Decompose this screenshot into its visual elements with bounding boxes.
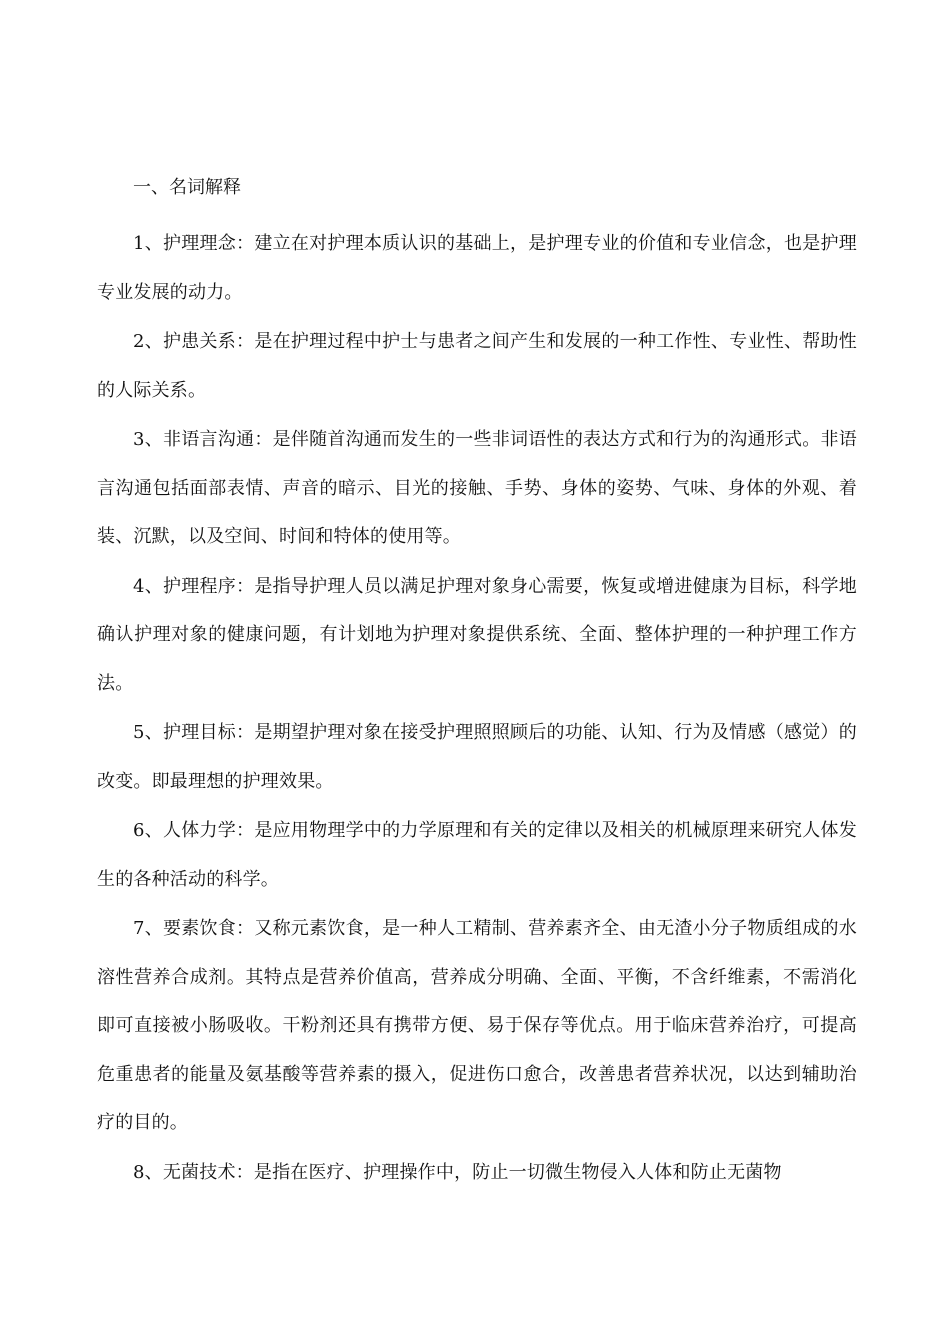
term-separator: ： [236, 233, 255, 254]
term-separator: ： [235, 1161, 254, 1183]
term-definition: 是应用物理学中的力学原理和有关的定律以及相关的机械原理来研究人体发生的各种活动的科学。 [97, 820, 857, 890]
term-paragraph-2 [97, 318, 857, 415]
term-number: 6、 [133, 820, 163, 841]
term-separator: ： [236, 331, 255, 352]
term-separator: ： [236, 575, 255, 597]
term-name: 护理理念 [162, 233, 237, 254]
term-name: 非语言沟通 [162, 429, 255, 450]
term-paragraph-7 [97, 905, 857, 1148]
term-separator: ： [236, 918, 255, 939]
term-definition: 建立在对护理本质认识的基础上，是护理专业的价值和专业信念，也是护理专业发展的动力。 [97, 233, 857, 303]
term-paragraph-4 [97, 563, 857, 709]
term-paragraph-5 [97, 709, 857, 806]
term-definition: 是期望护理对象在接受护理照照顾后的功能、认知、行为及情感（感觉）的改变。即最理想的护理效果。 [97, 722, 857, 792]
term-paragraph-1 [97, 220, 857, 317]
term-definition: 又称元素饮食，是一种人工精制、营养素齐全、由无渣小分子物质组成的水溶性营养合成剂。其特点是营养价值高，营养成分明确、全面、平衡，不含纤维素，不需消化即可直接被小肠吸收。干粉剂还具有携带方便、易于保存等优点。用于临床营养治疗，可提高危重患者的能量及氨基酸等营养素的摄入，促进伤口愈合，改善患者营养状况，以达到辅助治疗的目的。 [97, 918, 857, 1133]
term-number: 7、 [133, 918, 163, 939]
document-body [97, 172, 857, 1198]
term-paragraph-8 [97, 1149, 857, 1198]
term-number: 8、 [133, 1161, 163, 1183]
term-name: 护理目标 [162, 722, 237, 743]
term-name: 护患关系 [162, 331, 237, 352]
term-separator: ： [236, 722, 255, 743]
term-number: 1、 [133, 233, 163, 254]
term-separator: ： [254, 429, 273, 450]
term-name: 护理程序 [162, 575, 237, 597]
term-separator: ： [236, 820, 255, 841]
term-number: 4、 [133, 575, 163, 597]
term-name: 无菌技术 [162, 1161, 236, 1183]
term-paragraph-3 [97, 416, 857, 562]
term-number: 5、 [133, 722, 163, 743]
term-name: 要素饮食 [162, 918, 237, 939]
term-definition: 是伴随首沟通而发生的一些非词语性的表达方式和行为的沟通形式。非语言沟通包括面部表情、声音的暗示、目光的接触、手势、身体的姿势、气味、身体的外观、着装、沉默，以及空间、时间和特体的使用等。 [97, 429, 857, 547]
term-definition: 是指在医疗、护理操作中，防止一切微生物侵入人体和防止无菌物 [253, 1161, 782, 1183]
term-name: 人体力学 [162, 820, 237, 841]
term-definition: 是指导护理人员以满足护理对象身心需要，恢复或增进健康为目标，科学地确认护理对象的健康问题，有计划地为护理对象提供系统、全面、整体护理的一种护理工作方法。 [97, 575, 857, 694]
term-definition: 是在护理过程中护士与患者之间产生和发展的一种工作性、专业性、帮助性的人际关系。 [97, 331, 857, 401]
section-heading: 一、名词解释 [133, 177, 241, 198]
term-number: 2、 [133, 331, 163, 352]
term-number: 3、 [133, 429, 163, 450]
term-paragraph-6 [97, 807, 857, 904]
